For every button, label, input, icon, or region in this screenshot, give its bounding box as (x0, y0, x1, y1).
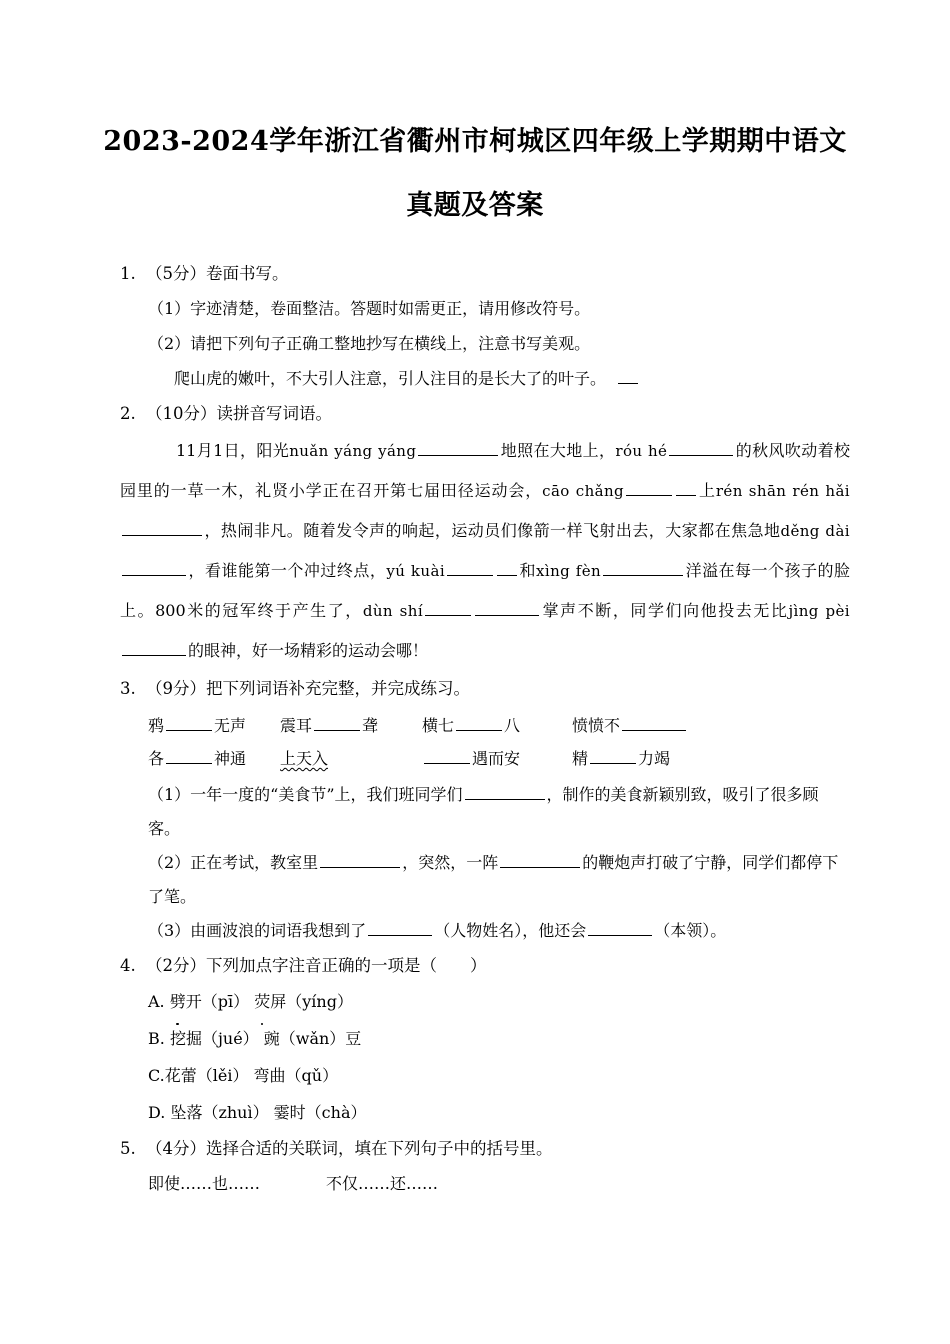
answer-blank[interactable] (447, 560, 493, 576)
question-4-option-b[interactable] (120, 1020, 850, 1057)
pinyin-rou-he: róu hé (615, 442, 668, 460)
option-text: 坠落（zhuì） 霎时（chà） (170, 1103, 367, 1122)
answer-blank[interactable] (622, 715, 686, 731)
option-label: D. (148, 1103, 166, 1122)
conjunction-option-2[interactable]: 不仅……还…… (326, 1174, 439, 1193)
q3-sub2-b: ，突然，一阵 (402, 853, 499, 872)
option-label: B. (148, 1029, 165, 1048)
pinyin-dun-shi: dùn shí (362, 602, 424, 620)
passage-seg-7: 和 (519, 561, 537, 580)
question-4-option-d[interactable] (120, 1094, 850, 1131)
answer-blank[interactable] (626, 480, 672, 496)
answer-blank[interactable] (500, 852, 580, 868)
answer-blank[interactable] (418, 440, 498, 456)
question-1-sentence-line (120, 361, 850, 396)
passage-seg-6: ，看谁能第一个冲过终点， (188, 561, 387, 580)
question-1-head (120, 256, 850, 291)
question-3-head (120, 671, 850, 706)
answer-blank[interactable] (122, 640, 186, 656)
answer-blank[interactable] (588, 920, 652, 936)
question-5-text: （4分）选择合适的关联词，填在下列句子中的括号里。 (146, 1139, 553, 1158)
idiom-after: 聋 (362, 716, 379, 735)
idiom-after: 遇而安 (472, 749, 521, 768)
q3-sub1-b: ，制作的美食新颖别致，吸引了很多顾客。 (148, 785, 819, 838)
title-block (0, 0, 950, 238)
pinyin-xing-fen: xìng fèn (536, 562, 602, 580)
question-1-sub-1: （1）字迹清楚，卷面整洁。答题时如需更正，请用修改符号。 (148, 299, 591, 318)
idiom-before: 各 (148, 749, 165, 768)
idiom-row-2 (120, 742, 850, 775)
question-4-option-c[interactable] (120, 1057, 850, 1094)
answer-blank[interactable] (676, 480, 696, 496)
question-1-sentence: 爬山虎的嫩叶，不大引人注意，引人注目的是长大了的叶子。 (174, 369, 607, 388)
question-5-conjunctions (120, 1166, 850, 1202)
passage-seg-2: 地照在大地上， (500, 441, 616, 460)
q3-sub3-a: （3）由画波浪的词语我想到了 (148, 921, 367, 940)
question-4-text: （2分）下列加点字注音正确的一项是（ ） (146, 956, 487, 975)
question-1-sub-2: （2）请把下列句子正确工整地抄写在横线上，注意书写美观。 (148, 334, 591, 353)
question-5-number: 5. (120, 1139, 136, 1158)
idiom-item (280, 709, 422, 742)
idiom-item (148, 709, 280, 742)
question-3-sub-2 (120, 846, 850, 914)
question-1 (120, 256, 850, 396)
q3-sub3-b: （人物姓名），他还会 (434, 921, 587, 940)
q3-sub2-a: （2）正在考试，教室里 (148, 853, 319, 872)
question-1-number: 1. (120, 264, 136, 283)
answer-blank[interactable] (368, 920, 432, 936)
answer-blank[interactable] (122, 560, 186, 576)
option-text: 花蕾（lěi） 弯曲（qǔ） (164, 1066, 339, 1085)
passage-seg-8: 洋溢在每一个孩子的脸上。800米的冠军终于产生了， (120, 561, 850, 620)
idiom-before: 震耳 (280, 716, 313, 735)
answer-blank[interactable] (166, 715, 212, 731)
idiom-before: 鸦 (148, 716, 165, 735)
pinyin-jing-pei: jìng pèi (788, 602, 850, 620)
question-3-sub-3 (120, 914, 850, 948)
passage-seg-10: 的眼神，好一场精彩的运动会哪！ (188, 641, 429, 660)
question-3-number: 3. (120, 679, 136, 698)
answer-blank[interactable] (590, 748, 636, 764)
idiom-item (148, 742, 280, 775)
idiom-row-1 (120, 709, 850, 742)
idiom-before-wavy: 上天入 (280, 749, 329, 768)
pinyin-yu-kuai: yú kuài (386, 562, 446, 580)
question-2-number: 2. (120, 404, 136, 423)
question-4 (120, 948, 850, 1131)
pinyin-ren-shan-ren-hai: rén shān rén hǎi (715, 482, 850, 500)
answer-blank[interactable] (456, 715, 502, 731)
answer-blank[interactable] (603, 560, 683, 576)
idiom-after: 神通 (214, 749, 247, 768)
q3-sub1-a: （1）一年一度的“美食节”上，我们班同学们 (148, 785, 463, 804)
q3-sub2-c: 的鞭炮声打破了宁静，同学们都停下了笔。 (148, 853, 839, 906)
question-4-number: 4. (120, 956, 136, 975)
idiom-before: 横七 (422, 716, 455, 735)
idiom-item (572, 709, 688, 742)
passage-seg-5: ，热闹非凡。随着发令声的响起，运动员们像箭一样飞射出去，大家都在焦急地 (204, 521, 781, 540)
exam-body (0, 256, 950, 1202)
option-text: 挖掘（jué） 豌（wǎn）豆 (169, 1029, 362, 1048)
question-3 (120, 671, 850, 948)
page-title-line-1: 2023-2024学年浙江省衢州市柯城区四年级上学期期中语文 (103, 126, 847, 157)
option-rest: 屏（yíng） (270, 992, 353, 1011)
idiom-item (422, 742, 572, 775)
answer-blank[interactable] (425, 600, 471, 616)
passage-seg-9: 掌声不断，同学们向他投去无比 (541, 601, 789, 620)
answer-blank[interactable] (475, 600, 539, 616)
option-label: A. (148, 992, 165, 1011)
pinyin-deng-dai: děng dài (780, 522, 850, 540)
dotted-char: 荧 (254, 983, 270, 1020)
question-4-head (120, 948, 850, 983)
question-3-text: （9分）把下列词语补充完整，并完成练习。 (146, 679, 470, 698)
question-5 (120, 1131, 850, 1202)
question-2 (120, 396, 850, 671)
question-2-head (120, 396, 850, 431)
idiom-after: 八 (504, 716, 521, 735)
answer-blank[interactable] (166, 748, 212, 764)
dotted-char: 劈 (170, 983, 186, 1020)
answer-blank[interactable] (497, 560, 517, 576)
idiom-item-wavy (280, 742, 422, 775)
passage-seg-4: 上 (698, 481, 716, 500)
question-4-option-a[interactable] (120, 983, 850, 1020)
question-1-text: （5分）卷面书写。 (146, 264, 289, 283)
idiom-before: 愤愤不 (572, 716, 621, 735)
question-3-sub-1 (120, 778, 850, 846)
idiom-after: 无声 (214, 716, 247, 735)
pinyin-cao-chang: cāo chǎng (542, 482, 625, 500)
idiom-item (422, 709, 572, 742)
idiom-item (572, 742, 670, 775)
passage-seg-3: 的秋风吹动着校园里的一草一木，礼贤小学正在召开第七届田径运动会， (120, 441, 850, 500)
pinyin-nuan-yang-yang: nuǎn yáng yáng (289, 442, 417, 460)
q3-sub3-c: （本领）。 (654, 921, 727, 940)
question-2-text: （10分）读拼音写词语。 (146, 404, 332, 423)
conjunction-option-1[interactable]: 即使……也…… (148, 1174, 261, 1193)
page-title-line-2: 真题及答案 (406, 190, 544, 221)
page-title (0, 110, 950, 238)
option-rest: 开（pī） (185, 992, 250, 1011)
question-2-passage (120, 431, 850, 671)
idiom-before: 精 (572, 749, 589, 768)
question-5-head (120, 1131, 850, 1166)
answer-blank[interactable] (122, 520, 202, 536)
answer-blank[interactable] (669, 440, 733, 456)
answer-blank[interactable] (424, 748, 470, 764)
answer-blank[interactable] (465, 784, 545, 800)
answer-blank[interactable] (320, 852, 400, 868)
passage-seg-1: 11月1日，阳光 (176, 441, 290, 460)
option-label: C. (148, 1066, 165, 1085)
answer-blank[interactable] (618, 368, 638, 384)
answer-blank[interactable] (314, 715, 360, 731)
idiom-after: 力竭 (638, 749, 671, 768)
